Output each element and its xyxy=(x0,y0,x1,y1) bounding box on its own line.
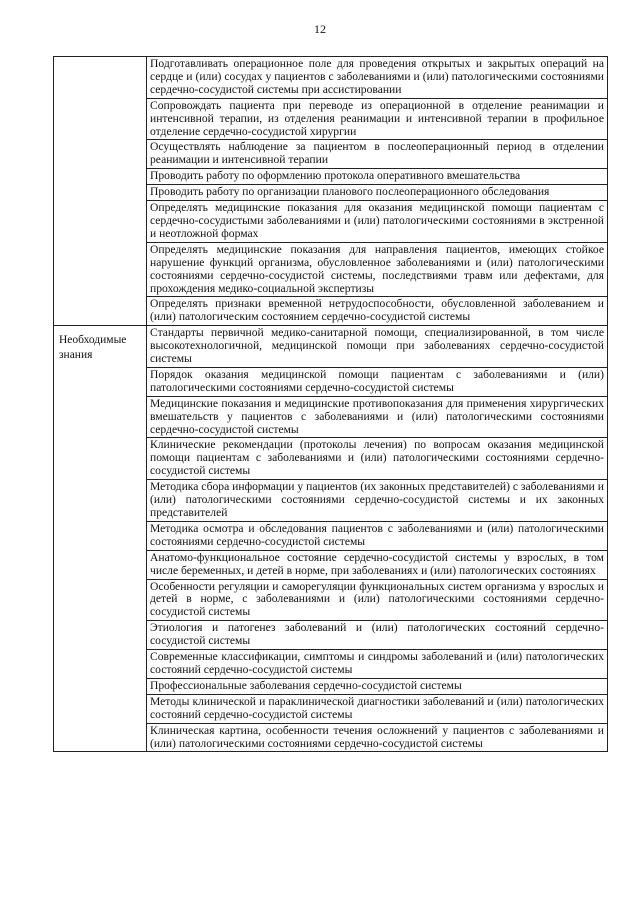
list-item: Стандарты первичной медико-санитарной помощи, специализированной, в том числе высокотехнологичной, медицинской помощи при заболеваниях сердечно-сосудистой системы xyxy=(147,326,607,368)
list-item: Профессиональные заболевания сердечно-сосудистой системы xyxy=(147,679,607,695)
list-item: Методы клинической и параклинической диагностики заболеваний и (или) патологических состояний сердечно-сосудистой системы xyxy=(147,695,607,724)
list-item: Особенности регуляции и саморегуляции функциональных систем организма у взрослых и детей в норме, с заболеваниями и (или) патологическими состояниями сердечно-сосудистой системы xyxy=(147,580,607,622)
list-item: Подготавливать операционное поле для проведения открытых и закрытых операций на сердце и (или) сосудах у пациентов с заболеваниями и (или) патологическими состояниями сердечно-сосудистой системы при ассистировании xyxy=(147,57,607,99)
section-label-empty xyxy=(54,57,147,326)
list-item: Сопровождать пациента при переводе из операционной в отделение реанимации и интенсивной терапии, из отделения реанимации и интенсивной терапии в профильное отделение сердечно-сосудистой хирургии xyxy=(147,99,607,141)
page-number: 12 xyxy=(314,22,326,36)
skills-items-cell xyxy=(147,57,608,326)
list-item: Методика осмотра и обследования пациентов с заболеваниями и (или) патологическими состояниями сердечно-сосудистой системы xyxy=(147,522,607,551)
list-item: Этиология и патогенез заболеваний и (или) патологических состояний сердечно-сосудистой системы xyxy=(147,621,607,650)
list-item: Клинические рекомендации (протоколы лечения) по вопросам оказания медицинской помощи пациентам с заболеваниями и (или) патологическими состояниями сердечно-сосудистой системы xyxy=(147,438,607,480)
list-item: Медицинские показания и медицинские противопоказания для применения хирургических вмешательств у пациентов с заболеваниями и (или) патологическими состояниями сердечно-сосудистой системы xyxy=(147,397,607,439)
section-label-text xyxy=(54,57,146,64)
list-item: Порядок оказания медицинской помощи пациентам с заболеваниями и (или) патологическими состояниями сердечно-сосудистой системы xyxy=(147,368,607,397)
table-row-knowledge xyxy=(54,326,608,752)
section-label-knowledge xyxy=(54,326,147,752)
section-label-text: Необходимые знания xyxy=(59,334,127,362)
list-item: Определять медицинские показания для оказания медицинской помощи пациентам с сердечно-сосудистыми заболеваниями и (или) патологическими состояниями в экстренной и неотложной формах xyxy=(147,201,607,243)
list-item: Проводить работу по оформлению протокола оперативного вмешательства xyxy=(147,169,607,185)
requirements-table xyxy=(53,56,608,752)
list-item: Анатомо-функциональное состояние сердечно-сосудистой системы у взрослых, в том числе беременных, и детей в норме, при заболеваниях и (или) патологических состояниях xyxy=(147,551,607,580)
list-item: Современные классификации, симптомы и синдромы заболеваний и (или) патологических состояний сердечно-сосудистой системы xyxy=(147,650,607,679)
knowledge-items-cell xyxy=(147,326,608,752)
list-item: Проводить работу по организации планового послеоперационного обследования xyxy=(147,185,607,201)
table-row-skills xyxy=(54,57,608,326)
list-item: Определять медицинские показания для направления пациентов, имеющих стойкое нарушение функций организма, обусловленное заболеваниями и (или) патологическими состояниями сердечно-сосудистой системы, последствиями травм или дефектами, для прохождения медико-социальной экспертизы xyxy=(147,243,607,298)
list-item: Методика сбора информации у пациентов (их законных представителей) с заболеваниями и (или) патологическими состояниями сердечно-сосудистой системы и их законных представителей xyxy=(147,480,607,522)
list-item: Осуществлять наблюдение за пациентом в послеоперационный период в отделении реанимации и интенсивной терапии xyxy=(147,140,607,169)
list-item: Определять признаки временной нетрудоспособности, обусловленной заболеванием и (или) патологическим состоянием сердечно-сосудистой системы xyxy=(150,297,604,324)
list-item: Клиническая картина, особенности течения осложнений у пациентов с заболеваниями и (или) патологическими состояниями сердечно-сосудистой системы xyxy=(150,723,604,750)
